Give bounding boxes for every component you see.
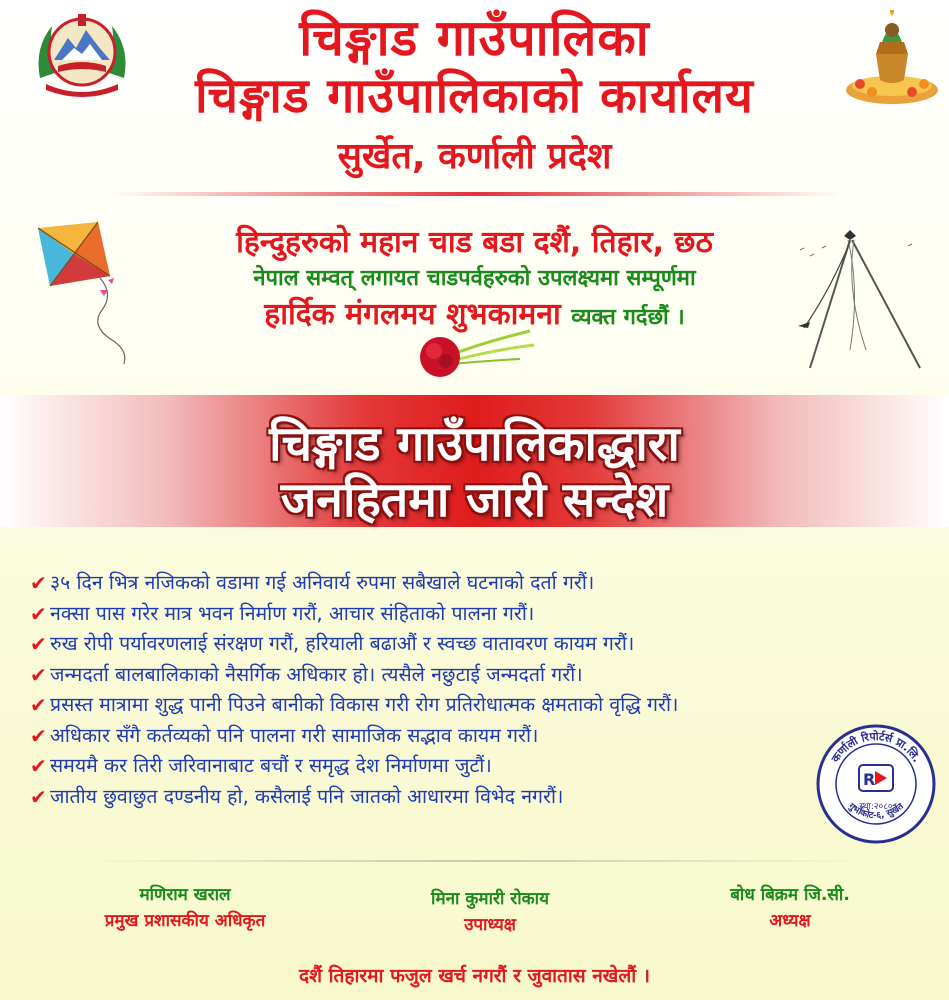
list-item [30, 751, 949, 782]
signatory-vice-chair [340, 886, 640, 938]
signatory-cao [35, 882, 335, 934]
banner-title-public-message: जनहितमा जारी सन्देश [280, 472, 669, 528]
svg-text:कर्णाली रिपोर्टर्स प्रा.लि.: कर्णाली रिपोर्टर्स प्रा.लि. [828, 729, 924, 765]
list-item [30, 599, 949, 630]
message-text: नक्सा पास गरेर मात्र भवन निर्माण गरौं, आचार संहिताको पालना गरौं। [50, 601, 535, 625]
signatory-title: उपाध्यक्ष [464, 915, 516, 935]
flower-icon [400, 325, 540, 385]
message-text: अधिकार सँगै कर्तव्यको पनि पालना गरी सामाजिक सद्भाव कायम गरौं। [50, 723, 539, 747]
footer-message: दशैं तिहारमा फजुल खर्च नगरौं र जुवातास नखेलौं । [299, 965, 650, 987]
location-subtitle: सुर्खेत, कर्णाली प्रदेश [337, 136, 612, 177]
public-message-list [30, 568, 949, 812]
list-item [30, 568, 949, 599]
check-icon: ✔ [30, 754, 47, 779]
svg-text:गुर्भाकोट-६, सुर्खेत: गुर्भाकोट-६, सुर्खेत [846, 801, 906, 822]
greeting-wishes-main: हार्दिक मंगलमय शुभकामना [264, 297, 561, 332]
list-item [30, 721, 949, 752]
check-icon: ✔ [30, 662, 47, 687]
greeting-wishes-suffix: व्यक्त गर्दछौं । [571, 305, 685, 330]
title-municipality: चिङ्गाड गाउँपालिका [299, 9, 650, 67]
signatory-title: प्रमुख प्रशासकीय अधिकृत [104, 911, 266, 931]
greeting-line-festivals: हिन्दुहरुको महान चाड बडा दशैं, तिहार, छठ [236, 225, 713, 260]
signatory-name: बोध बिक्रम जि.सी. [730, 885, 850, 905]
header-divider [110, 192, 840, 196]
message-text: ३५ दिन भित्र नजिकको वडामा गई अनिवार्य रुपमा सबैखाले घटनाको दर्ता गरौं। [50, 571, 595, 595]
message-text: जातीय छुवाछुत दण्डनीय हो, कसैलाई पनि जातको आधारमा विभेद नगरौं। [50, 784, 564, 808]
check-icon: ✔ [30, 601, 47, 626]
check-icon: ✔ [30, 723, 47, 748]
message-text: समयमै कर तिरी जरिवानाबाट बचौं र समृद्ध देश निर्माणमा जुटौं। [50, 754, 492, 778]
list-item [30, 629, 949, 660]
title-office: चिङ्गाड गाउँपालिकाको कार्यालय [195, 68, 754, 124]
list-item [30, 660, 949, 691]
stamp-seal [815, 723, 937, 845]
svg-text:स्था:२०८०: स्था:२०८० [859, 802, 893, 812]
list-item [30, 690, 949, 721]
signatory-name: मिना कुमारी रोकाय [431, 889, 549, 909]
signatory-title: अध्यक्ष [769, 911, 811, 931]
signatory-chair [640, 882, 940, 934]
footer-divider [80, 860, 870, 862]
check-icon: ✔ [30, 784, 47, 809]
list-item [30, 782, 949, 813]
check-icon: ✔ [30, 632, 47, 657]
svg-text:R: R [863, 770, 876, 789]
greeting-line-occasion: नेपाल सम्वत् लगायत चाडपर्वहरुको उपलक्ष्यमा सम्पूर्णमा [253, 266, 696, 291]
message-text: रुख रोपी पर्यावरणलाई संरक्षण गरौं, हरियाली बढाऔं र स्वच्छ वातावरण कायम गरौं। [50, 632, 635, 656]
message-text: प्रसस्त मात्रामा शुद्ध पानी पिउने बानीको विकास गरी रोग प्रतिरोधात्मक क्षमताको वृद्धि गरौं। [50, 693, 679, 717]
message-text: जन्मदर्ता बालबालिकाको नैसर्गिक अधिकार हो। त्यसैले नछुटाई जन्मदर्ता गरौं। [50, 662, 583, 686]
check-icon: ✔ [30, 693, 47, 718]
signatory-name: मणिराम खराल [139, 885, 231, 905]
banner-title-issued-by: चिङ्गाड गाउँपालिकाद्धारा [269, 416, 680, 472]
check-icon: ✔ [30, 571, 47, 596]
